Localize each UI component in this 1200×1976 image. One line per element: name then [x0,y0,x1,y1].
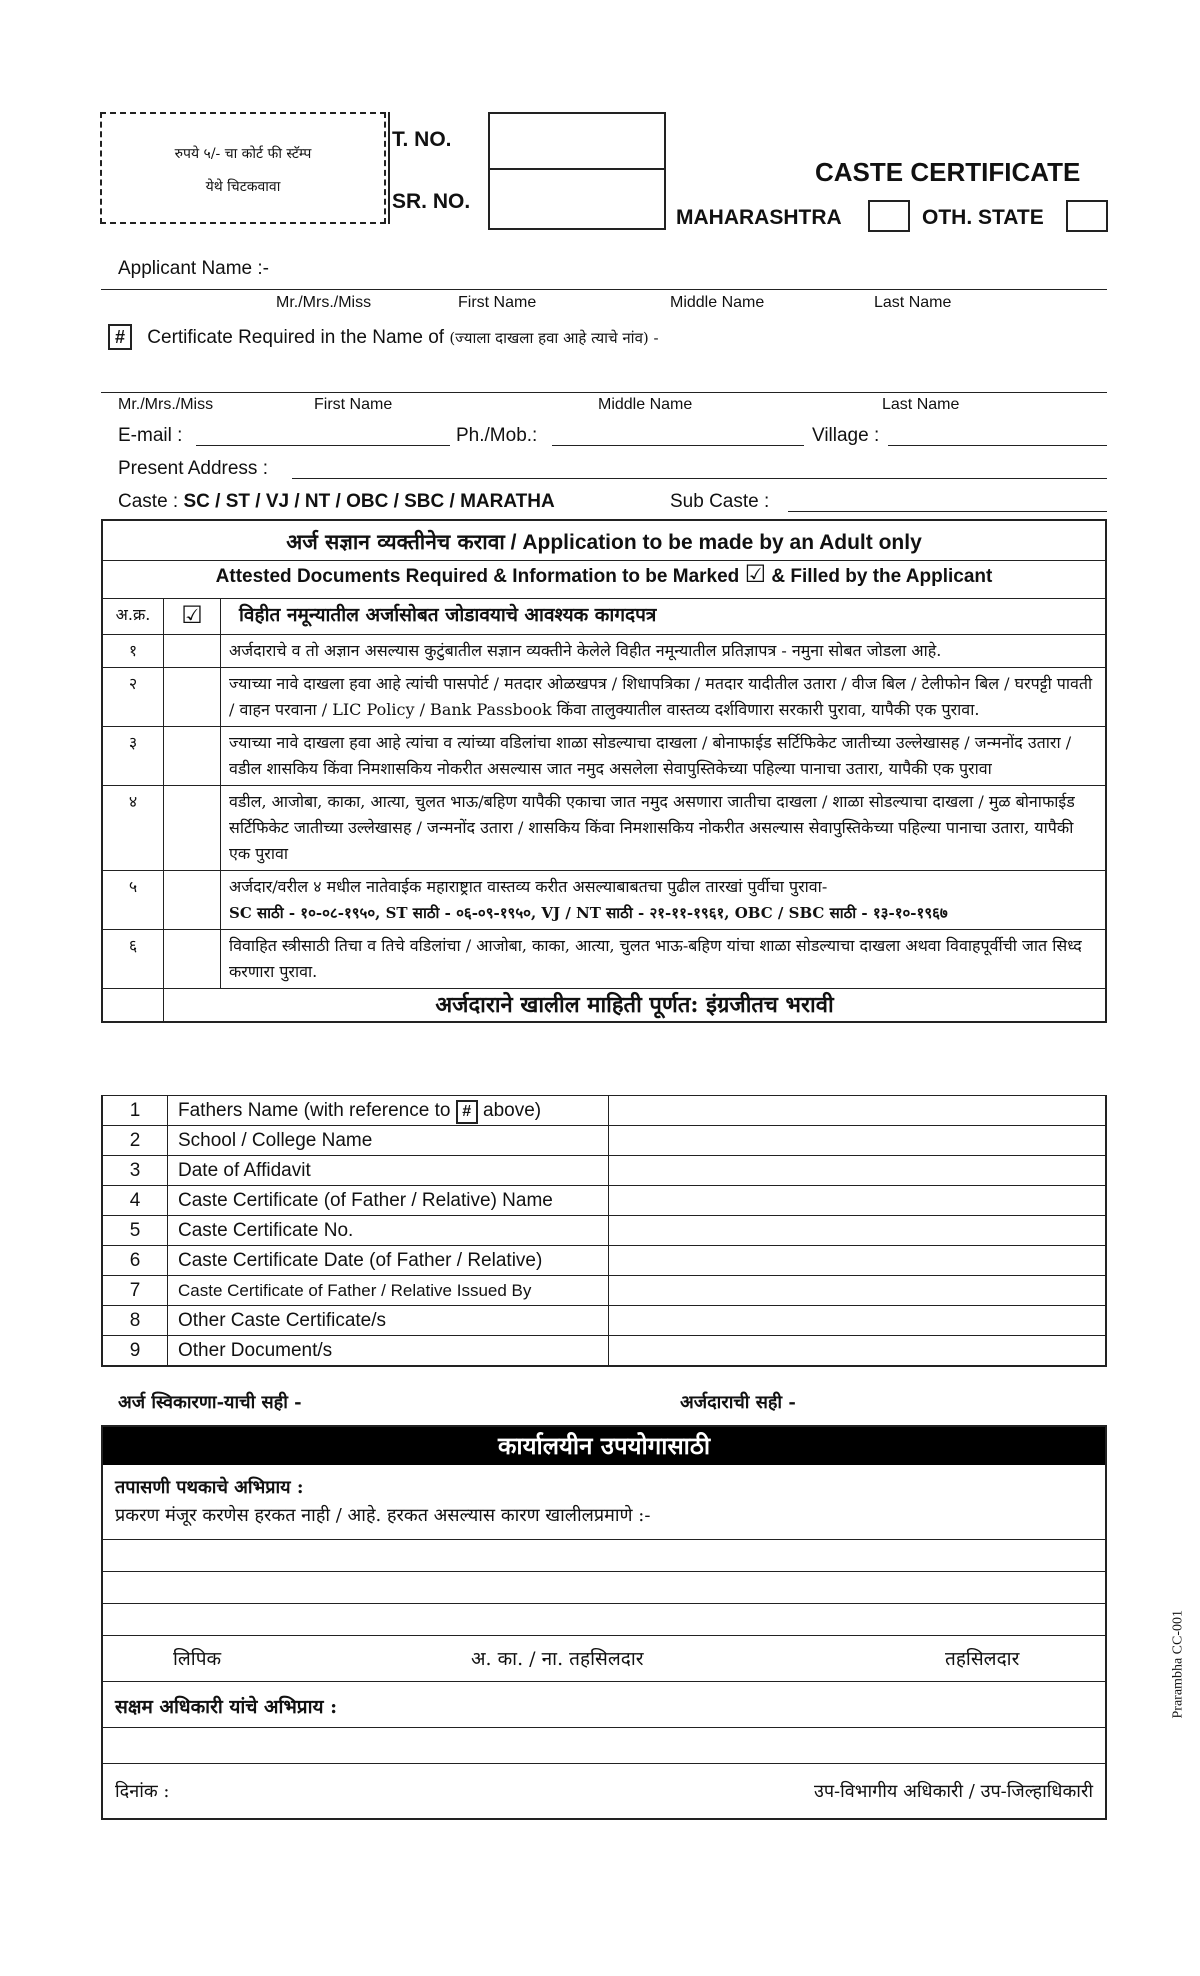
applicant-name-label: Applicant Name :- [118,258,270,279]
info-row-num: 2 [102,1126,168,1156]
doc-row-text: ज्याच्या नावे दाखला हवा आहे त्यांचा व त्यांच्या वडिलांचा शाळा सोडल्याचा दाखला / बोनाफाईड सर्टिफिकेट जातीच्या उल्लेखासह / जन्मनोंद उतारा / वडील शासकिय किंवा निमशासकिय नोकरीत असल्यास जात नमुद असलेला सेवापुस्तिकेच्या पहिल्या पानाचा उतारा, यापैकी एक पुरावा [221,727,1107,786]
name-title-label: Mr./Mrs./Miss [276,294,372,311]
info-row-label: Date of Affidavit [168,1156,609,1186]
doc-row-check[interactable] [164,786,221,871]
doc-row-dates: SC साठी - १०-०८-१९५०, ST साठी - ०६-०९-१९५०, VJ / NT साठी - २१-११-१९६१, OBC / SBC साठी - १३-१०-१९६७ [229,904,948,922]
info-row-num: 5 [102,1216,168,1246]
authority-line-2[interactable] [103,1763,1105,1764]
remark-line-4[interactable] [103,1635,1105,1636]
info-row-label: Caste Certificate (of Father / Relative) Name [168,1186,609,1216]
court-fee-stamp-area [100,112,386,224]
hash-marker: # [108,324,132,350]
last-name-label: Last Name [874,294,952,311]
village-field[interactable] [888,445,1107,446]
t-no-label: T. NO. [392,128,452,151]
doc-row-check[interactable] [164,635,221,668]
info-header: अर्जदाराने खालील माहिती पूर्णत: इंग्रजीतच भरावी [164,989,1107,1023]
doc-row-check[interactable] [164,930,221,989]
email-label: E-mail : [118,425,183,446]
date-label: दिनांक : [115,1781,170,1802]
attested-docs-text: Attested Documents Required & Information to be Marked [215,566,740,587]
adult-only-header [102,520,1106,561]
remark-line-3[interactable] [103,1603,1105,1604]
info-row-value[interactable] [609,1276,1107,1306]
remark-line-2[interactable] [103,1571,1105,1572]
documents-table [101,519,1107,1023]
col-documents: विहीत नमून्यातील अर्जासोबत जोडावयाचे आवश्यक कागदपत्र [221,599,1107,635]
subcaste-field[interactable] [788,511,1107,512]
doc-row-text: वडील, आजोबा, काका, आत्या, चुलत भाऊ/बहिण यापैकी एकाचा जात नमुद असणारा जातीचा दाखला / शाळा सोडल्याचा दाखला / मुळ बोनाफाईड सर्टिफिकेट जातीच्या उल्लेखासह / जन्मनोंद उतारा / शासकिय किंवा निमशासकिय नोकरीत असल्यास सेवापुस्तिकेच्या पहिल्या पानाचा उतारा, यापैकी एक पुरावा [221,786,1107,871]
receiver-signature-label: अर्ज स्विकारणा-याची सही - [118,1392,302,1413]
address-label: Present Address : [118,458,268,479]
doc-row-num: ५ [102,871,164,930]
cert-middle-label: Middle Name [598,396,693,413]
info-row-num: 7 [102,1276,168,1306]
stamp-line-1: रुपये ५/- चा कोर्ट फी स्टॅम्प [174,146,312,162]
cert-name-label: Certificate Required in the Name of [147,327,445,348]
info-row-value[interactable] [609,1156,1107,1186]
sr-no-label: SR. NO. [392,190,471,213]
info-header-spacer [102,989,164,1023]
adult-only-marathi: अर्ज सज्ञान व्यक्तीनेच करावा [286,529,505,554]
col-sr: अ.क्र. [102,599,164,635]
cert-name-line[interactable] [101,392,1107,393]
doc-row-check[interactable] [164,668,221,727]
info-row-label: Caste Certificate Date (of Father / Relative) [168,1246,609,1276]
caste-options[interactable]: SC / ST / VJ / NT / OBC / SBC / MARATHA [183,491,555,512]
form-code: Prarambha CC-001 [1170,1610,1185,1719]
authority-remark-label: सक्षम अधिकारी यांचे अभिप्राय : [115,1696,338,1718]
info-row-label-text: Fathers Name (with reference to [178,1100,451,1121]
cert-name-marathi: (ज्याला दाखला हवा आहे त्याचे नांव) - [449,329,659,347]
office-use-header: कार्यालयीन उपयोगासाठी [103,1427,1105,1465]
deputy-tahsildar-label: अ. का. / ना. तहसिलदार [471,1648,644,1670]
info-row-num: 9 [102,1336,168,1367]
phone-label: Ph./Mob.: [456,425,538,446]
clerk-label: लिपिक [173,1648,222,1670]
info-row-value[interactable] [609,1336,1107,1367]
col-check-icon: ☑ [164,599,221,635]
authority-line-1[interactable] [103,1727,1105,1728]
t-no-field[interactable] [488,112,666,170]
doc-row-text: अर्जदाराचे व तो अज्ञान असल्यास कुटुंबातील सज्ञान व्यक्तीने केलेले विहीत नमून्यातील प्रतिज्ञापत्र - नमुना सोबत जोडला आहे. [221,635,1107,668]
cert-first-label: First Name [314,396,393,413]
middle-name-label: Middle Name [670,294,765,311]
doc-row-check[interactable] [164,871,221,930]
info-row-label: Caste Certificate No. [168,1216,609,1246]
doc-row-num: ६ [102,930,164,989]
first-name-label: First Name [458,294,537,311]
attested-docs-header [102,561,1106,599]
village-label: Village : [812,425,880,446]
cert-name-row [108,324,659,350]
caste-row [118,491,555,513]
applicant-name-line[interactable] [101,289,1107,290]
stamp-line-2: येथे चिटकवावा [205,179,281,195]
office-use-section [101,1425,1107,1820]
info-row-num: 1 [102,1096,168,1126]
phone-field[interactable] [552,445,804,446]
cert-last-label: Last Name [882,396,960,413]
info-row-value[interactable] [609,1096,1107,1126]
adult-only-english: / Application to be made by an Adult only [510,531,922,554]
doc-row-check[interactable] [164,727,221,786]
info-row-label: Other Caste Certificate/s [168,1306,609,1336]
doc-row-text-line1: अर्जदार/वरील ४ मधील नातेवाईक महाराष्ट्रात वास्तव्य करीत असल्याबाबतचा पुढील तारखां पुर्वीचा पुरावा- [229,877,828,896]
caste-label: Caste : [118,491,179,512]
doc-row-text: ज्याच्या नावे दाखला हवा आहे त्यांची पासपोर्ट / मतदार ओळखपत्र / शिधापत्रिका / मतदार यादीतील उतारा / वीज बिल / टेलीफोन बिल / घरपट्टी पावती / वाहन परवाना / LIC Policy / Bank Passbook किंवा तालुक्यातील वास्तव्य दर्शविणारा सरकारी पुरावा, यापैकी एक पुरावा. [221,668,1107,727]
doc-row-text: विवाहित स्त्रीसाठी तिचा व तिचे वडिलांचा / आजोबा, काका, आत्या, चुलत भाऊ-बहिण यांचा शाळा सोडल्याचा दाखला अथवा विवाहपूर्वीची जात सिध्द करणारा पुरावा. [221,930,1107,989]
doc-row-num: ३ [102,727,164,786]
tahsildar-label: तहसिलदार [945,1648,1020,1670]
info-row-num: 3 [102,1156,168,1186]
inspection-label: तपासणी पथकाचे अभिप्राय : [115,1477,304,1498]
info-row-label: School / College Name [168,1126,609,1156]
info-row-value[interactable] [609,1306,1107,1336]
maharashtra-label: MAHARASHTRA [676,206,842,229]
hash-icon: # [456,1100,478,1124]
doc-row-num: १ [102,635,164,668]
info-row-label: Other Document/s [168,1336,609,1367]
info-row-label [168,1096,609,1126]
filled-by-text: & Filled by the Applicant [771,566,993,587]
checkbox-icon: ☑ [744,560,767,588]
address-field[interactable] [292,478,1107,479]
info-row-num: 6 [102,1246,168,1276]
applicant-info-table [101,1095,1107,1367]
doc-row-text [221,871,1107,930]
email-field[interactable] [196,445,450,446]
info-row-label: Caste Certificate of Father / Relative Issued By [168,1276,609,1306]
officer-label: उप-विभागीय अधिकारी / उप-जिल्हाधिकारी [813,1781,1093,1802]
info-row-value[interactable] [609,1246,1107,1276]
sr-no-field[interactable] [488,168,666,230]
maharashtra-checkbox[interactable] [868,200,910,232]
info-row-value[interactable] [609,1186,1107,1216]
doc-row-num: २ [102,668,164,727]
inspection-text: प्रकरण मंजूर करणेस हरकत नाही / आहे. हरकत असल्यास कारण खालीलप्रमाणे :- [115,1505,651,1526]
info-row-value[interactable] [609,1216,1107,1246]
other-state-checkbox[interactable] [1066,200,1108,232]
info-row-num: 4 [102,1186,168,1216]
doc-row-num: ४ [102,786,164,871]
page-title: CASTE CERTIFICATE [815,157,1081,187]
section-divider [103,1681,1105,1682]
applicant-signature-label: अर्जदाराची सही - [680,1392,796,1413]
subcaste-label: Sub Caste : [670,491,770,512]
cert-title-label: Mr./Mrs./Miss [118,396,214,413]
other-state-label: OTH. STATE [922,206,1044,229]
info-row-value[interactable] [609,1126,1107,1156]
info-row-label-suffix: above) [483,1100,542,1121]
info-row-num: 8 [102,1306,168,1336]
stamp-divider [388,112,390,224]
remark-line-1[interactable] [103,1539,1105,1540]
